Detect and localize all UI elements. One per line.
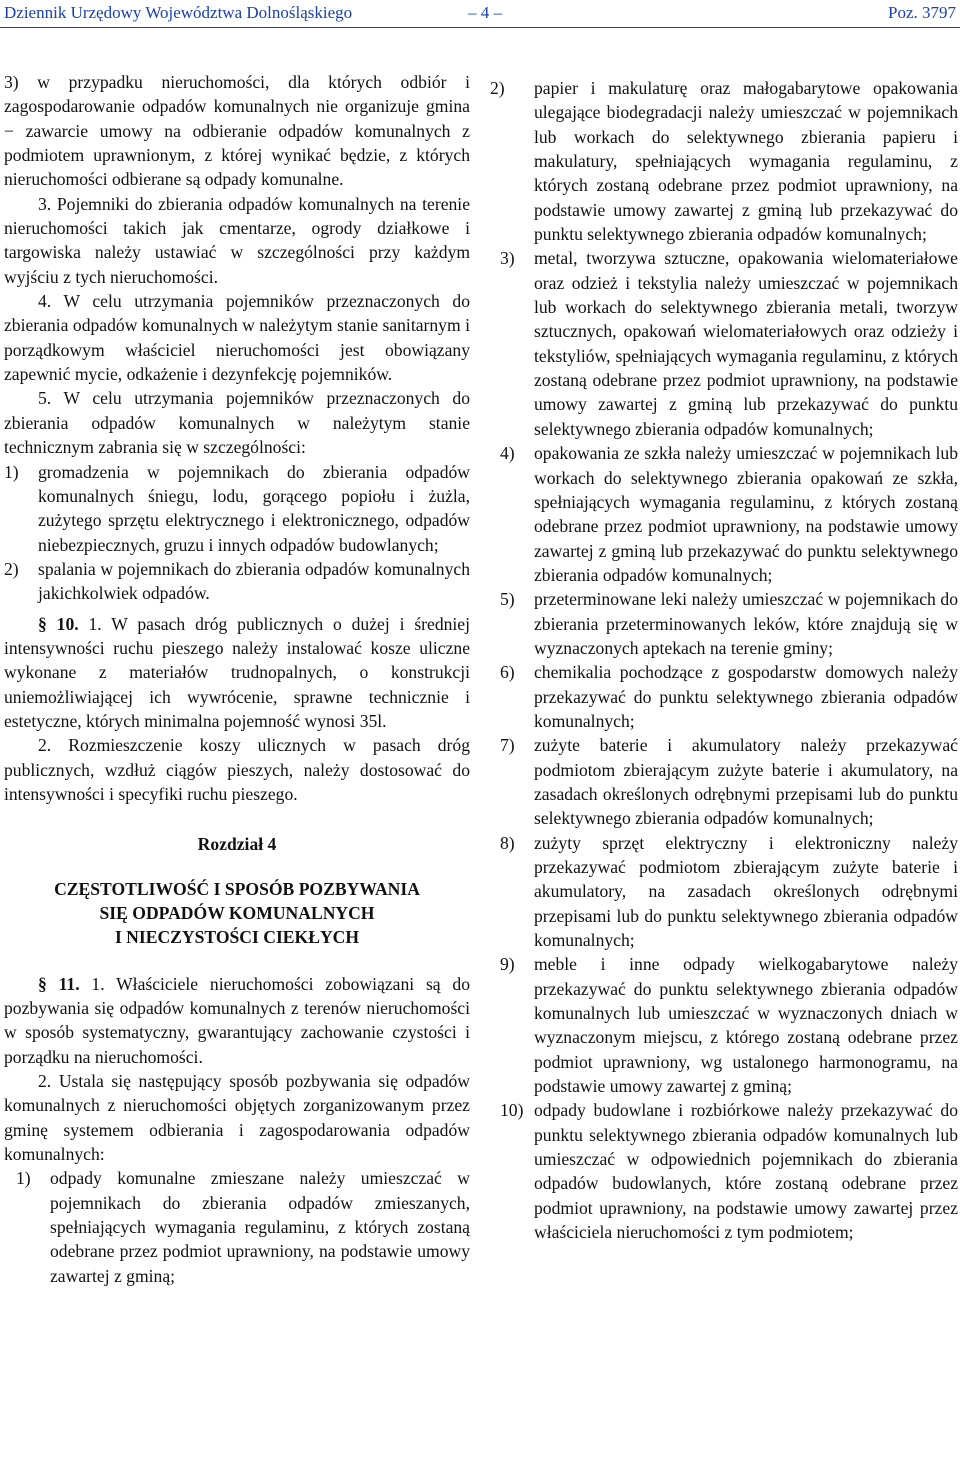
list-item bbox=[494, 660, 958, 733]
chapter-title bbox=[4, 877, 470, 950]
section-10-text: 1. W pasach dróg publicznych o dużej i średniej intensywności ruchu pieszego należy instalować kosze uliczne wykonane z materiałów trudnopalnych, o konstrukcji uniemożliwiającej ich wywrócenie, sprawne technicznie i estetyczne, których minimalna pojemność wynosi 35l. bbox=[4, 613, 471, 731]
list-item bbox=[494, 1098, 958, 1244]
paragraph-3: 3. Pojemniki do zbierania odpadów komunalnych na terenie nieruchomości takich jak cmentarze, ogrody działkowe i targowiska należy ustawiać w szczególności przy każdym wyjściu z tych nieruchomości. bbox=[4, 193, 470, 287]
list-item-number: 5) bbox=[500, 589, 515, 610]
list-item-text: metal, tworzywa sztuczne, opakowania wielomateriałowe oraz odzież i tekstylia należy umieszczać w pojemnikach lub workach do selektywnego zbierania metali, tworzyw sztucznych, opakowań wielomateriałowych oraz odzieży i tekstyliów, spełniających wymagania regulaminu, z których zostaną odebrane przez podmiot uprawniony, na podstawie umowy zawartej z gminą lub przekazywać do punktu selektywnego zbierania odpadów komunalnych; bbox=[534, 248, 958, 439]
paragraph-4: 4. W celu utrzymania pojemników przeznaczonych do zbierania odpadów komunalnych w należytym stanie sanitarnym i porządkowym właściciel nieruchomości jest obowiązany zapewnić mycie, odkażenie i dezynfekcję pojemników. bbox=[4, 291, 470, 385]
list-item bbox=[494, 587, 958, 660]
section-11-text: 1. Właściciele nieruchomości zobowiązani są do pozbywania się odpadów komunalnych z terenów nieruchomości w sposób systematyczny, gwarantujący zachowanie czystości i porządku na nieruchomości. bbox=[4, 973, 471, 1067]
paragraph-item-3 bbox=[4, 70, 470, 192]
list-item-text: papier i makulaturę oraz małogabarytowe opakowania ulegające biodegradacji należy umieszczać w pojemnikach lub workach do selektywnego zbierania papieru i makulatury, spełniających wymagania regulaminu, z których zostaną odebrane przez podmiot uprawniony, na podstawie umowy zawartej z gminą lub przekazywać do punktu selektywnego zbierania odpadów komunalnych; bbox=[534, 78, 958, 245]
list-item-number: 1) bbox=[16, 1168, 31, 1189]
section-11-number: § 11. bbox=[38, 973, 80, 994]
paragraph-5: 5. W celu utrzymania pojemników przeznaczonych do zbierania odpadów komunalnych w należytym stanie technicznym zabrania się w szczególności: bbox=[4, 388, 470, 458]
list-item-text: opakowania ze szkła należy umieszczać w pojemnikach lub workach do selektywnego zbierania opakowań ze szkła, spełniających wymagania regulaminu, z których zostaną odebrane przez podmiot uprawniony, na podstawie umowy zawartej z gminą lub przekazywać do punktu selektywnego zbierania odpadów komunalnych; bbox=[534, 443, 958, 585]
list-item-text: zużyte baterie i akumulatory należy przekazywać podmiotom zbierającym zużyte baterie i akumulatory, na zasadach określonych odrębnymi przepisami lub do punktu selektywnego zbierania odpadów komunalnych; bbox=[534, 735, 958, 829]
list-item-number: 7) bbox=[500, 735, 515, 756]
list-item bbox=[494, 952, 958, 1098]
list-item-number: 9) bbox=[500, 954, 515, 975]
chapter-title-line: SIĘ ODPADÓW KOMUNALNYCH bbox=[99, 903, 375, 923]
list-item-text: chemikalia pochodzące z gospodarstw domowych należy przekazywać do punktu selektywnego zbierania odpadów komunalnych; bbox=[534, 662, 958, 731]
list-item bbox=[494, 831, 958, 953]
header-divider bbox=[0, 27, 960, 28]
list-item-text: odpady budowlane i rozbiórkowe należy przekazywać do punktu selektywnego zbierania odpadów komunalnych lub umieszczać w odpowiednich pojemnikach do zbierania odpadów budowlanych, które zostaną odebrane przez podmiot uprawniony, na podstawie umowy zawartej przez właściciela nieruchomości z tym podmiotem; bbox=[534, 1100, 958, 1243]
list-item-number: 10) bbox=[500, 1100, 524, 1121]
list-item-text: odpady komunalne zmieszane należy umieszczać w pojemnikach do zbierania odpadów zmieszanych, spełniających wymagania regulaminu, z których zostaną odebrane przez podmiot uprawniony, na podstawie umowy zawartej z gminą; bbox=[50, 1168, 470, 1286]
list-item-number: 3) bbox=[500, 248, 515, 269]
list-item-text: przeterminowane leki należy umieszczać w pojemnikach do zbierania przeterminowanych leków, które znajdują się w wyznaczonych aptekach na terenie gminy; bbox=[534, 589, 958, 658]
section-11-paragraph-2: 2. Ustala się następujący sposób pozbywania się odpadów komunalnych z nieruchomości objętych zorganizowanym przez gminę systemem odbierania i zagospodarowania odpadów komunalnych: bbox=[4, 1071, 470, 1165]
journal-title: Dziennik Urzędowy Województwa Dolnośląskiego bbox=[4, 3, 353, 22]
page-number: – 4 – bbox=[468, 3, 502, 22]
section-10-number: § 10. bbox=[38, 613, 79, 634]
list-item-text: spalania w pojemnikach do zbierania odpadów komunalnych jakichkolwiek odpadów. bbox=[38, 558, 470, 604]
list-item bbox=[4, 557, 470, 606]
list-item bbox=[4, 460, 470, 557]
position-number: Poz. 3797 bbox=[888, 3, 956, 22]
list-item bbox=[4, 1166, 470, 1288]
chapter-title-line: CZĘSTOTLIWOŚĆ I SPOSÓB POZBYWANIA bbox=[54, 878, 420, 899]
list-item-number: 6) bbox=[500, 662, 515, 683]
list-item bbox=[494, 441, 958, 587]
section-10 bbox=[4, 612, 470, 734]
list-item-number: 8) bbox=[500, 832, 515, 853]
left-column bbox=[4, 70, 470, 1288]
list-item-number: 2) bbox=[490, 78, 505, 98]
list-item bbox=[494, 246, 958, 441]
list-item-text: meble i inne odpady wielkogabarytowe należy przekazywać do punktu selektywnego zbierania odpadów komunalnych lub umieszczać w wyznaczonych dniach w wyznaczonym miejscu, z którego zostaną odebrane przez podmiot uprawniony, wg ustalonego harmonogramu, na podstawie umowy zawartej z gminą; bbox=[534, 954, 958, 1097]
list-item bbox=[494, 733, 958, 830]
list-item bbox=[490, 76, 958, 246]
chapter-heading: Rozdział 4 bbox=[197, 834, 277, 855]
section-11 bbox=[4, 972, 470, 1069]
list-item-text: zużyty sprzęt elektryczny i elektroniczny należy przekazywać podmiotom zbierającym zużyte baterie i akumulatory, na zasadach określonych odrębnymi przepisami lub do punktu selektywnego zbierania odpadów komunalnych; bbox=[534, 832, 958, 951]
page-header bbox=[0, 0, 960, 28]
chapter-title-line: I NIECZYSTOŚCI CIEKŁYCH bbox=[114, 927, 360, 948]
section-10-paragraph-2: 2. Rozmieszczenie koszy ulicznych w pasach dróg publicznych, wzdłuż ciągów pieszych, należy dostosować do intensywności i specyfiki ruchu pieszego. bbox=[4, 735, 470, 804]
item-3-text: 3) w przypadku nieruchomości, dla których odbiór i zagospodarowanie odpadów komunalnych nie organizuje gmina − zawarcie umowy na odbieranie odpadów komunalnych z podmiotem uprawnionym, z której wynikać będzie, z których nieruchomości odbierane są odpady komunalne. bbox=[4, 72, 470, 190]
list-item-number: 4) bbox=[500, 443, 515, 464]
list-item-text: gromadzenia w pojemnikach do zbierania odpadów komunalnych śniegu, lodu, gorącego popiołu i żużla, zużytego sprzętu elektrycznego i elektronicznego, odpadów niebezpiecznych, gruzu i innych odpadów budowlanych; bbox=[38, 461, 470, 555]
right-column bbox=[490, 76, 958, 1245]
list-item-number: 1) bbox=[4, 461, 19, 482]
list-item-number: 2) bbox=[4, 558, 19, 579]
